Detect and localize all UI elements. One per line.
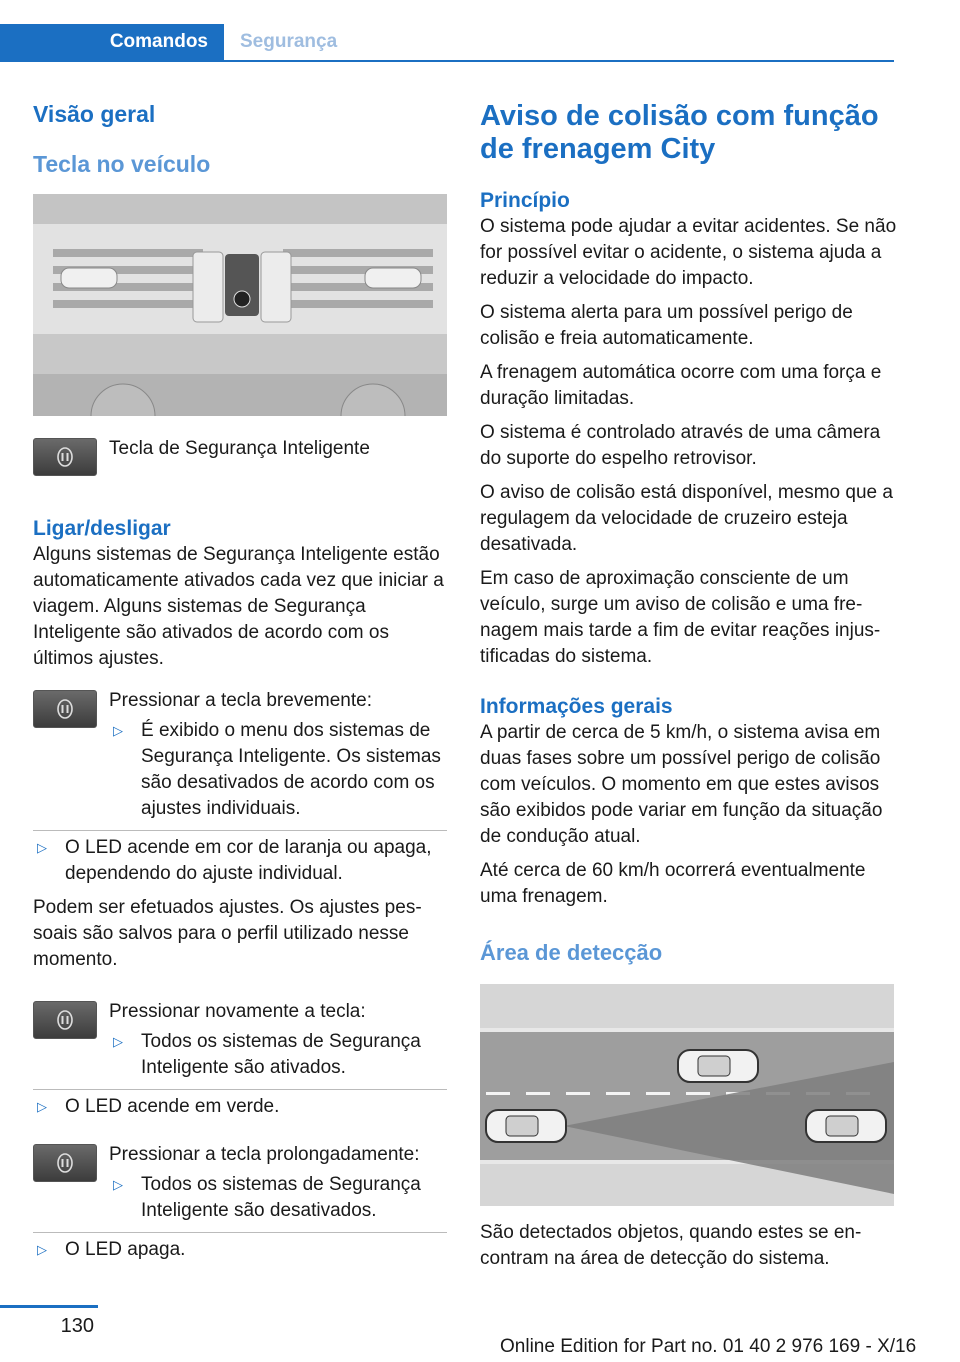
bullet-triangle-icon: ▷	[113, 1177, 123, 1192]
section-title-detection: Área de detecção	[480, 940, 663, 965]
divider	[33, 1089, 447, 1090]
main-title: Aviso de colisão com função de frenagem City	[480, 100, 879, 165]
press-long-block	[33, 1142, 447, 1224]
list-item: ▷ Todos os sistemas de Segurança Inteligente são desativados.	[109, 1172, 447, 1224]
right-column	[480, 100, 898, 1272]
list-item: ▷ É exibido o menu dos sistemas de Segurança Inteligente. Os sistemas são desativados de acordo com os ajustes individuais.	[109, 718, 447, 822]
page-number: 130	[60, 1315, 94, 1337]
button-legend	[33, 436, 447, 476]
divider	[33, 830, 447, 831]
bullet-triangle-icon: ▷	[37, 1099, 47, 1114]
paragraph: O sistema é controlado através de uma câmera do suporte do espelho retrovisor.	[480, 422, 881, 469]
section-title-general: Informações gerais	[480, 695, 673, 718]
press-long-label: Pressionar a tecla prolongadamente:	[109, 1144, 420, 1165]
settings-note: Podem ser efetuados ajustes. Os ajustes pessoais são salvos para o perfil utilizado nesse momento.	[33, 897, 422, 970]
bullet-triangle-icon: ▷	[113, 1034, 123, 1049]
detection-area-diagram	[480, 984, 894, 1206]
intelligent-safety-button-icon	[33, 1144, 97, 1182]
paragraph: Até cerca de 60 km/h ocorrerá eventualmente uma frenagem.	[480, 860, 866, 907]
onoff-intro: Alguns sistemas de Segurança Inteligente estão automaticamente ativados cada vez que iniciar a viagem. Alguns sistemas de Segurança Inteligente são ativados de acordo com os últimos ajustes.	[33, 544, 444, 669]
press-again-block	[33, 999, 447, 1081]
divider	[33, 1232, 447, 1233]
section-title-overview: Visão geral	[33, 101, 156, 127]
paragraph: Em caso de aproximação consciente de um veículo, surge um aviso de colisão e uma frenagem mais tarde a fim de evitar reações injustificadas do sistema.	[480, 568, 881, 667]
paragraph: A frenagem automática ocorre com uma força e duração limitadas.	[480, 362, 882, 409]
bullet-triangle-icon: ▷	[37, 840, 47, 855]
press-short-block	[33, 688, 447, 822]
press-short-label: Pressionar a tecla brevemente:	[109, 690, 372, 711]
tab-seguranca[interactable]: Segurança	[240, 31, 338, 52]
section-title-principle: Princípio	[480, 189, 570, 212]
paragraph: O sistema pode ajudar a evitar acidentes. Se não for possível evitar o acidente, o sistema ajuda a reduzir a velocidade do impacto.	[480, 216, 897, 289]
edition-note: Online Edition for Part no. 01 40 2 976 169 - X/16	[500, 1336, 917, 1357]
intelligent-safety-button-icon	[33, 1001, 97, 1039]
car-ahead-left-lane	[678, 1050, 758, 1082]
paragraph: O aviso de colisão está disponível, mesmo que a regulagem da velocidade de cruzeiro esteja desativada.	[480, 482, 893, 555]
tab-comandos[interactable]: Comandos	[0, 24, 224, 60]
press-again-label: Pressionar novamente a tecla:	[109, 1001, 366, 1022]
button-caption: Tecla de Segurança Inteligente	[109, 438, 370, 459]
detection-caption: São detectados objetos, quando estes se encontram na área de detecção do sistema.	[480, 1222, 862, 1269]
bullet-triangle-icon: ▷	[113, 723, 123, 738]
dashboard-button-photo	[33, 194, 447, 416]
car-own	[486, 1110, 566, 1142]
car-ahead-same-lane	[806, 1110, 886, 1142]
page-header	[0, 24, 894, 62]
subsection-title-button: Tecla no veículo	[33, 151, 211, 177]
bullet-triangle-icon: ▷	[37, 1242, 47, 1257]
paragraph: A partir de cerca de 5 km/h, o sistema avisa em duas fases sobre um possível perigo de colisão com veículos. O momento em que estes avisos são exibidos pode variar em função da situação de condução atual.	[480, 722, 883, 847]
paragraph: O sistema alerta para um possível perigo de colisão e freia automaticamente.	[480, 302, 853, 349]
intelligent-safety-button-icon	[33, 438, 97, 476]
left-column	[33, 100, 447, 1263]
section-title-onoff: Ligar/desligar	[33, 517, 171, 540]
footer-divider	[0, 1305, 98, 1308]
list-item: ▷ Todos os sistemas de Segurança Inteligente são ativados.	[109, 1029, 447, 1081]
list-item: ▷ O LED apaga.	[33, 1237, 447, 1263]
list-item: ▷ O LED acende em verde.	[33, 1094, 447, 1120]
intelligent-safety-button-icon	[33, 690, 97, 728]
header-divider	[0, 60, 894, 62]
list-item: ▷ O LED acende em cor de laranja ou apaga, dependendo do ajuste individual.	[33, 835, 447, 887]
